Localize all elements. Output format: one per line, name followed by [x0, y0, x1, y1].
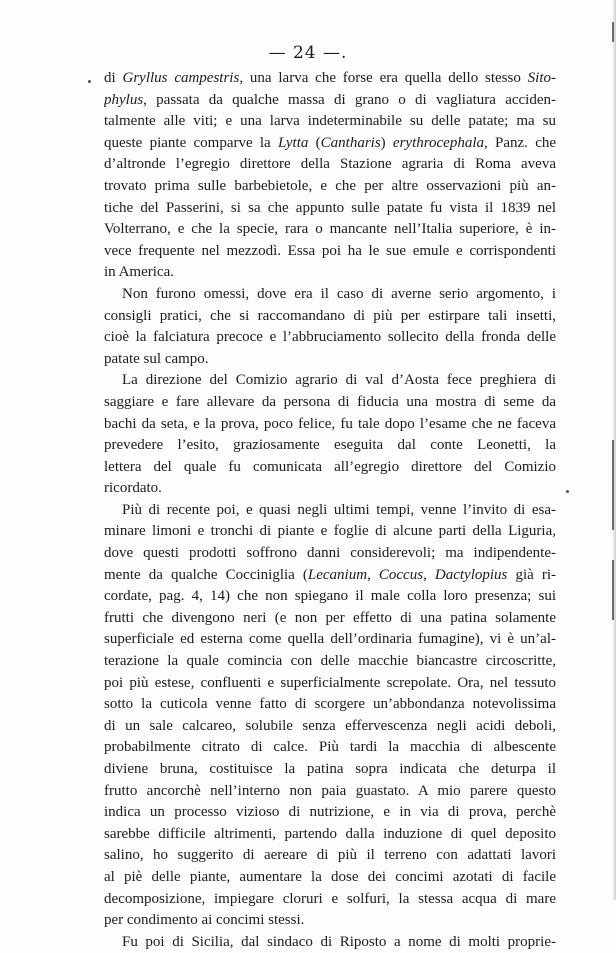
text-line: prevedere l’esito, graziosamente eseguita dal conte Leonetti, la	[104, 437, 556, 454]
text-line: queste piante comparve la Lytta (Cantharis) erythrocephala, Panz. che	[104, 134, 556, 151]
spine-mark	[612, 22, 614, 42]
text-line: mente da qualche Cocciniglia (Lecanium, Coccus, Dactylopius già ri-	[104, 566, 556, 583]
text-line: frutti che divengono neri (e non per effetto di una patina solamente	[104, 609, 556, 626]
text-line: Più di recente poi, e quasi negli ultimi tempi, venne l’invito di esa-	[122, 501, 556, 518]
text-line: indica un processo vizioso di nutrizione, e in via di prova, perchè	[104, 804, 556, 821]
text-line: cioè la falciatura precoce e l’abbruciamento sollecito della fronda delle	[104, 329, 556, 346]
text-line: diviene bruna, costituisce la patina sopra indicata che deturpa il	[104, 761, 556, 777]
text-line: per condimento ai concimi stessi.	[104, 912, 305, 929]
text-line: saggiare e fare allevare da persona di fiducia una mostra di seme da	[104, 393, 556, 410]
text-line: ricordato.	[104, 480, 162, 497]
text-line: consigli pratici, che si raccomandano di più per estirpare tali insetti,	[104, 307, 556, 324]
text-line: patate sul campo.	[104, 350, 209, 367]
text-line: d’altronde l’egregio direttore della Stazione agraria di Roma aveva	[104, 156, 556, 173]
spine-mark	[612, 560, 614, 620]
text-line: sarebbe difficile altrimenti, partendo dalla induzione di quel deposito	[104, 825, 556, 842]
text-line: terazione la quale comincia con delle macchie biancastre circoscritte,	[104, 653, 556, 670]
text-line: La direzione del Comizio agrario di val d’Aosta fece preghiera di	[122, 372, 556, 389]
text-line: phylus, passata da qualche massa di grano o di vagliatura acciden-	[104, 91, 556, 108]
page-number: — 24 —.	[268, 43, 348, 63]
stray-ink-mark	[88, 80, 91, 83]
text-line: superficiale ed esterna come quella dell’ordinaria fumagine), vi è un’al-	[104, 631, 556, 648]
text-line: minare limoni e tronchi di piante e foglie di alcune parti della Liguria,	[104, 523, 556, 540]
body-text	[104, 68, 556, 953]
text-line: poi più estese, confluenti e superficialmente screpolate. Ora, nel tessuto	[104, 674, 556, 691]
text-line: Non furono omessi, dove era il caso di averne serio argomento, i	[122, 285, 556, 302]
stray-ink-mark	[566, 490, 569, 493]
text-line: trovato prima sulle barbebietole, e che per altre osservazioni più an-	[104, 177, 556, 194]
text-line: cordate, pag. 4, 14) che non spiegano il male colla loro presenza; sui	[104, 588, 556, 605]
text-line: bachi da seta, e la prova, poco felice, fu tale dopo l’esame che ne faceva	[104, 415, 556, 432]
text-line: probabilmente citrato di calce. Più tardi la macchia di albescente	[104, 739, 556, 756]
text-line: Volterrano, e che la specie, rara o mancante nell’Italia superiore, è in-	[104, 221, 556, 238]
text-line: decomposizione, impiegare cloruri e solfuri, la stessa acqua di mare	[104, 890, 556, 907]
spine-mark	[612, 440, 614, 530]
text-line: in America.	[104, 264, 174, 281]
text-line: sotto la cuticola venne fatto di scorgere un’abbondanza notevolissima	[104, 696, 556, 713]
text-line: Fu poi di Sicilia, dal sindaco di Riposto a nome di molti proprie-	[122, 933, 556, 950]
text-line: lettera del quale fu comunicata all’egregio direttore del Comizio	[104, 458, 556, 475]
text-line: al piè delle piante, aumentare la dose dei concimi azotati di facile	[104, 868, 556, 885]
text-line: salino, ho suggerito di aereare di più il terreno con adattati lavori	[104, 847, 556, 864]
text-line: tiche del Passerini, si sa che appunto sulle patate fu vista il 1839 nel	[104, 199, 556, 216]
text-line: dove questi prodotti soffrono danni considerevoli; ma indipendente-	[104, 545, 556, 562]
text-line: di un sale calcareo, solubile senza effervescenza negli acidi deboli,	[104, 717, 556, 734]
text-line: di Gryllus campestris, una larva che forse era quella dello stesso Sito-	[104, 70, 556, 86]
text-line: talmente alle viti; e una larva indeterminabile su delle patate; ma su	[104, 113, 556, 130]
text-line: frutto ancorchè nell’interno non paia guastato. A mio parere questo	[104, 782, 556, 799]
text-line: vece frequente nel mezzodì. Essa poi ha le sue emule e corrispondenti	[104, 242, 556, 259]
